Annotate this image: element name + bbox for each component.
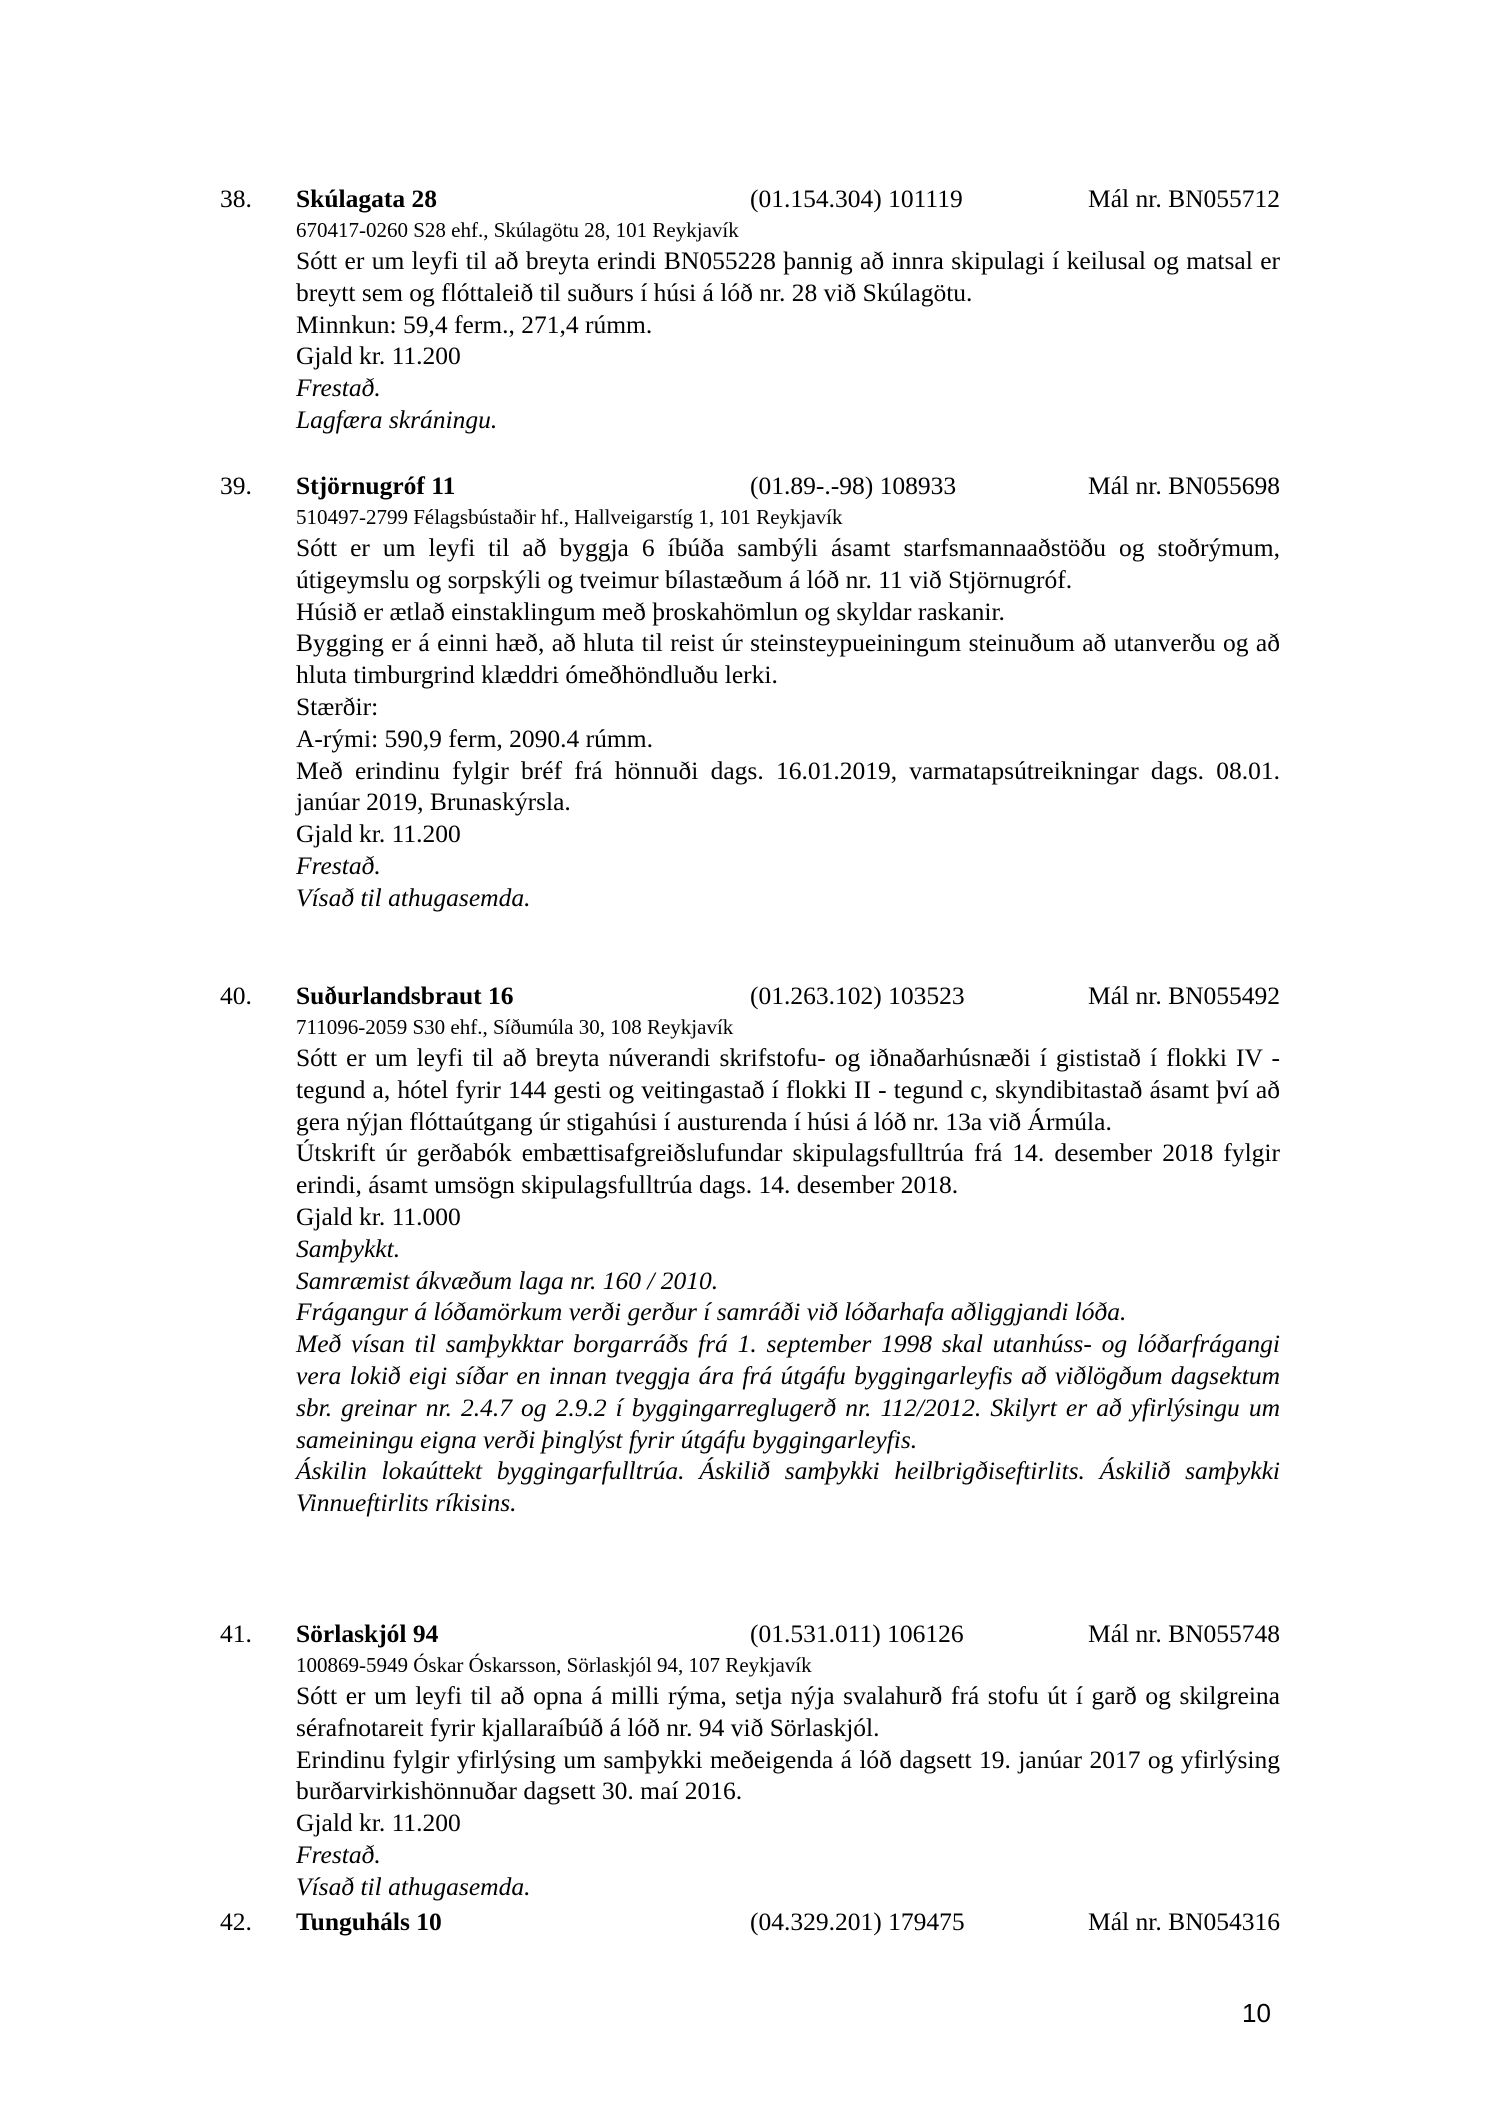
- entry-number: 41.: [220, 1619, 252, 1648]
- entry-address: Stjörnugróf 11: [296, 471, 456, 500]
- entry-owner: 100869-5949 Óskar Óskarsson, Sörlaskjól 94, 107 Reykjavík: [296, 1653, 812, 1677]
- entry-decision: Vísað til athugasemda.: [296, 882, 531, 912]
- entry-text: Með erindinu fylgir bréf frá hönnuði dags. 16.01.2019, varmatapsútreikningar dags. 08.01. janúar 2019, Brunaskýrsla.: [296, 755, 1280, 817]
- entry-38: [220, 183, 1280, 436]
- entry-42: [220, 1906, 1280, 1938]
- entry-text: Gjald kr. 11.200: [296, 819, 461, 849]
- entry-lot: (01.263.102) 103523: [750, 981, 965, 1010]
- entry-case-number: Mál nr. BN055712: [1088, 184, 1280, 213]
- entry-41: [220, 1618, 1280, 1903]
- entry-lot: (01.89-.-98) 108933: [750, 471, 957, 500]
- entry-case-number: Mál nr. BN055748: [1088, 1619, 1280, 1648]
- entry-body: [296, 1680, 1280, 1903]
- entry-number: 40.: [220, 981, 252, 1010]
- entry-address: Tunguháls 10: [296, 1907, 442, 1936]
- entry-decision: Samþykkt.: [296, 1233, 401, 1263]
- entry-header: [220, 183, 1280, 215]
- entry-owner: 510497-2799 Félagsbústaðir hf., Hallveigarstíg 1, 101 Reykjavík: [296, 505, 843, 529]
- entry-lot: (01.531.011) 106126: [750, 1619, 964, 1648]
- entry-number: 38.: [220, 184, 252, 213]
- entry-text: Erindinu fylgir yfirlýsing um samþykki meðeigenda á lóð dagsett 19. janúar 2017 og yfirlýsing burðarvirkishönnuðar dagsett 30. maí 2016.: [296, 1744, 1280, 1806]
- entry-decision: Lagfæra skráningu.: [296, 404, 498, 434]
- entry-body: [296, 1042, 1280, 1519]
- entry-text: Útskrift úr gerðabók embættisafgreiðslufundar skipulagsfulltrúa frá 14. desember 2018 fylgir erindi, ásamt umsögn skipulagsfulltrúa dags. 14. desember 2018.: [296, 1138, 1280, 1200]
- entry-decision: Samræmist ákvæðum laga nr. 160 / 2010.: [296, 1265, 719, 1295]
- entry-owner: 711096-2059 S30 ehf., Síðumúla 30, 108 Reykjavík: [296, 1015, 734, 1039]
- entry-header: [220, 1618, 1280, 1650]
- entry-address: Suðurlandsbraut 16: [296, 981, 514, 1010]
- entry-text: Gjald kr. 11.000: [296, 1201, 461, 1231]
- entry-address: Sörlaskjól 94: [296, 1619, 439, 1648]
- entry-decision: Áskilin lokaúttekt byggingarfulltrúa. Áskilið samþykki heilbrigðiseftirlits. Áskilið samþykki Vinnueftirlits ríkisins.: [296, 1456, 1280, 1518]
- entry-owner: 670417-0260 S28 ehf., Skúlagötu 28, 101 Reykjavík: [296, 218, 739, 242]
- entry-body: [296, 532, 1280, 914]
- entry-decision: Vísað til athugasemda.: [296, 1871, 531, 1901]
- entry-text: Sótt er um leyfi til að breyta núverandi skrifstofu- og iðnaðarhúsnæði í gististað í flokki IV - tegund a, hótel fyrir 144 gesti og veitingastað í flokki II - tegund c, skyndibitastað ásamt því að gera nýjan flóttaútgang úr stigahúsi í austurenda í húsi á lóð nr. 13a við Ármúla.: [296, 1043, 1280, 1136]
- entry-header: [220, 980, 1280, 1012]
- entry-text: Gjald kr. 11.200: [296, 341, 461, 371]
- entry-decision: Frestað.: [296, 1839, 381, 1869]
- entry-decision: Frestað.: [296, 850, 381, 880]
- entry-text: A-rými: 590,9 ferm, 2090.4 rúmm.: [296, 723, 653, 753]
- entry-number: 39.: [220, 471, 252, 500]
- entry-case-number: Mál nr. BN055698: [1088, 471, 1280, 500]
- entry-decision: Með vísan til samþykktar borgarráðs frá 1. september 1998 skal utanhúss- og lóðarfrágangi vera lokið eigi síðar en innan tveggja ára frá útgáfu byggingarleyfis að viðlögðum dagsektum sbr. greinar nr. 2.4.7 og 2.9.2 í byggingarreglugerð nr. 112/2012. Skilyrt er að yfirlýsingu um sameiningu eigna verði þinglýst fyrir útgáfu byggingarleyfis.: [296, 1329, 1280, 1454]
- entry-address: Skúlagata 28: [296, 184, 437, 213]
- entry-header: [220, 1906, 1280, 1938]
- entry-text: Minnkun: 59,4 ferm., 271,4 rúmm.: [296, 309, 653, 339]
- entry-number: 42.: [220, 1907, 252, 1936]
- entry-case-number: Mál nr. BN055492: [1088, 981, 1280, 1010]
- entry-decision: Frágangur á lóðamörkum verði gerður í samráði við lóðarhafa aðliggjandi lóða.: [296, 1297, 1127, 1327]
- entry-header: [220, 470, 1280, 502]
- entry-39: [220, 470, 1280, 914]
- entry-lot: (01.154.304) 101119: [750, 184, 963, 213]
- entry-40: [220, 980, 1280, 1519]
- entry-text: Húsið er ætlað einstaklingum með þroskahömlun og skyldar raskanir.: [296, 596, 1005, 626]
- entry-text: Sótt er um leyfi til að byggja 6 íbúða sambýli ásamt starfsmannaaðstöðu og stoðrýmum, útigeymslu og sorpskýli og tveimur bílastæðum á lóð nr. 11 við Stjörnugróf.: [296, 533, 1280, 594]
- entry-lot: (04.329.201) 179475: [750, 1907, 965, 1936]
- entry-text: Bygging er á einni hæð, að hluta til reist úr steinsteypueiningum steinuðum að utanverðu og að hluta timburgrind klæddri ómeðhöndluðu lerki.: [296, 628, 1280, 690]
- entry-decision: Frestað.: [296, 373, 381, 403]
- entry-text: Sótt er um leyfi til að breyta erindi BN055228 þannig að innra skipulagi í keilusal og matsal er breytt sem og flóttaleið til suðurs í húsi á lóð nr. 28 við Skúlagötu.: [296, 246, 1280, 307]
- entry-text: Stærðir:: [296, 691, 379, 721]
- entry-case-number: Mál nr. BN054316: [1088, 1907, 1280, 1936]
- entry-text: Gjald kr. 11.200: [296, 1808, 461, 1838]
- entry-text: Sótt er um leyfi til að opna á milli rýma, setja nýja svalahurð frá stofu út í garð og skilgreina sérafnotareit fyrir kjallaraíbúð á lóð nr. 94 við Sörlaskjól.: [296, 1681, 1280, 1742]
- entry-body: [296, 245, 1280, 436]
- page-number: 10: [1242, 1998, 1271, 2028]
